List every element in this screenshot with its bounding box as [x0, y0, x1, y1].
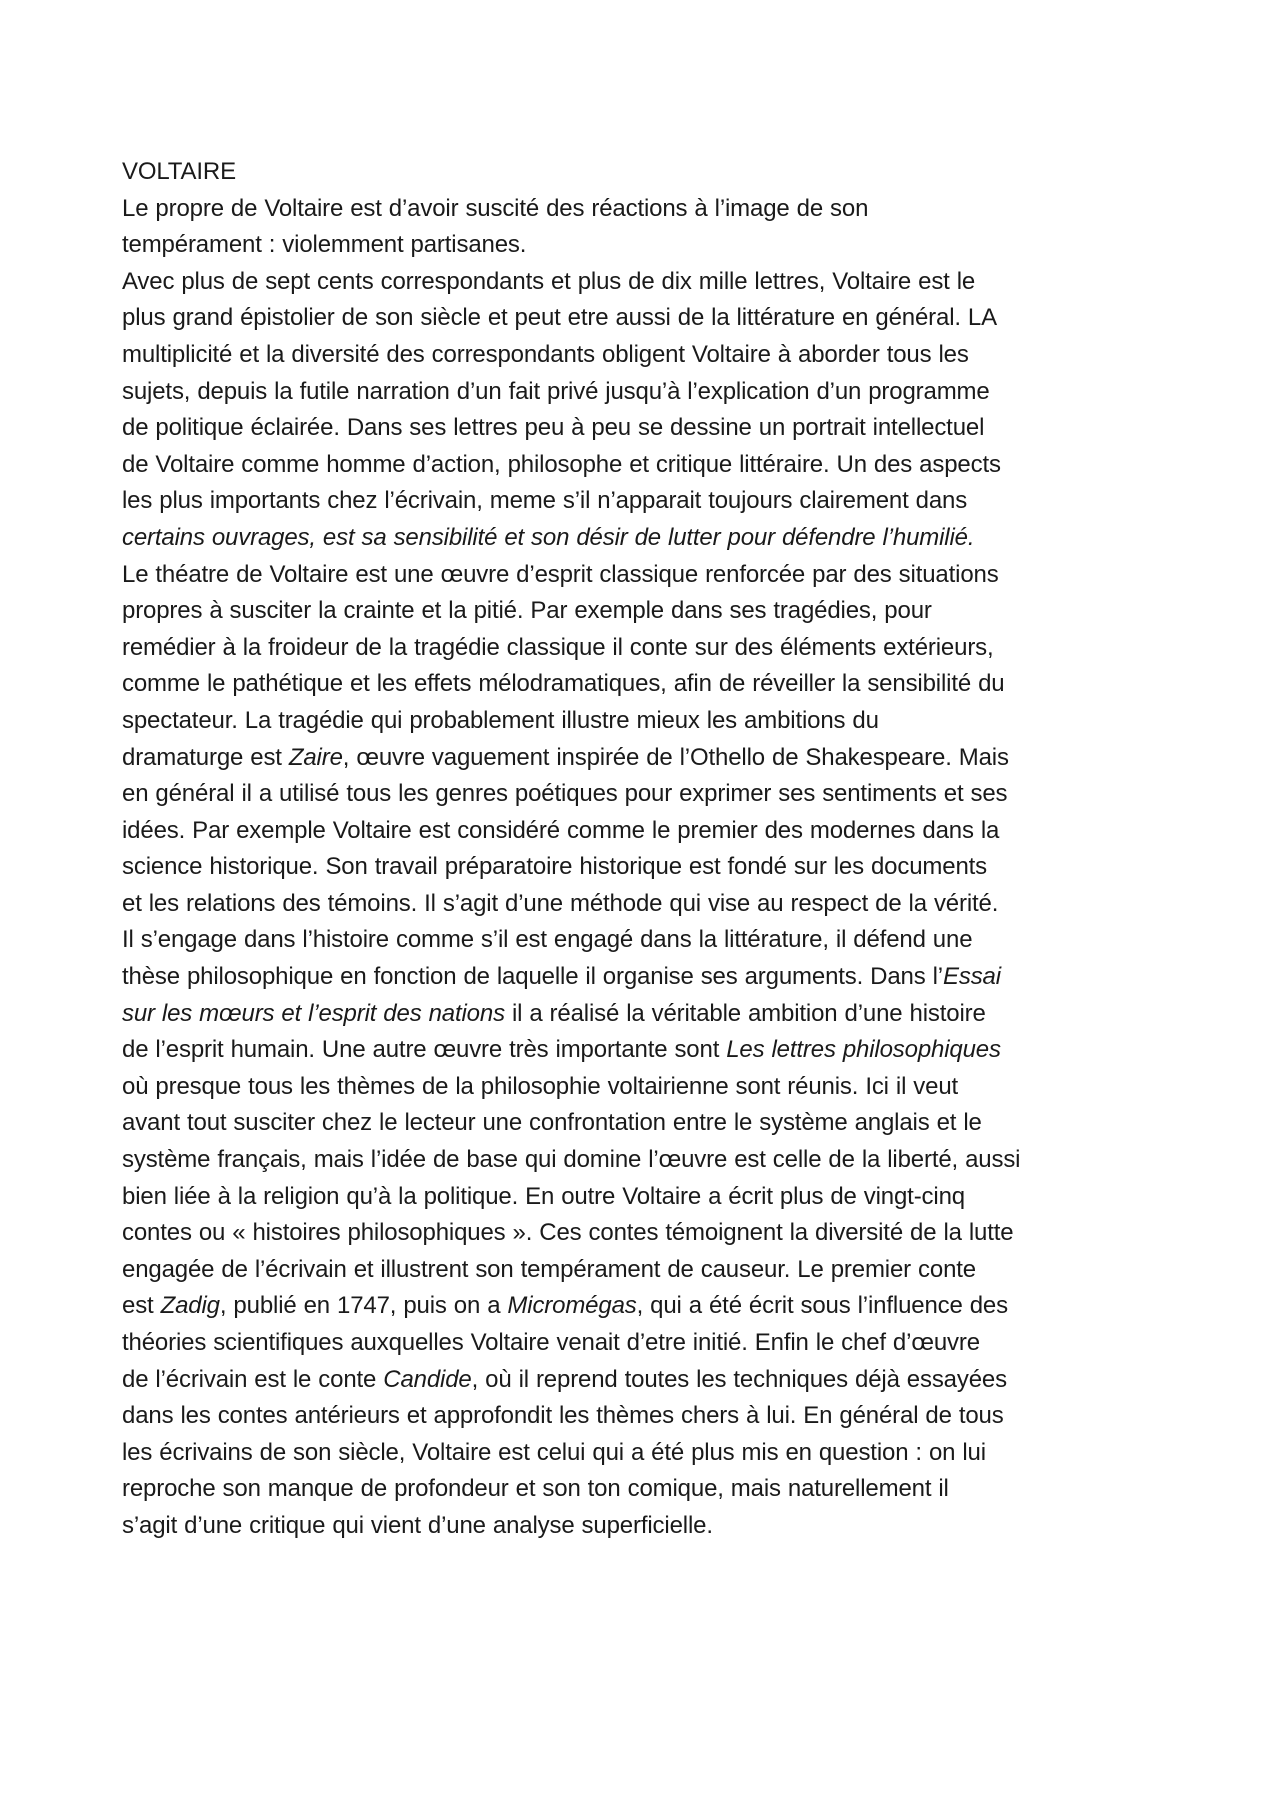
- text-line: Le propre de Voltaire est d’avoir suscité des réactions à l’image de son: [122, 194, 869, 222]
- text-line: idées. Par exemple Voltaire est considéré comme le premier des modernes dans la: [122, 816, 1000, 844]
- text-line: spectateur. La tragédie qui probablement illustre mieux les ambitions du: [122, 706, 879, 734]
- text-line: tempérament : violemment partisanes.: [122, 231, 527, 259]
- text-line: système français, mais l’idée de base qui domine l’œuvre est celle de la liberté, aussi: [122, 1146, 1021, 1174]
- text-line: thèse philosophique en fonction de laquelle il organise ses arguments. Dans l’Essai: [122, 963, 1001, 991]
- text-line: plus grand épistolier de son siècle et peut etre aussi de la littérature en général. LA: [122, 304, 997, 332]
- text-line: de l’esprit humain. Une autre œuvre très importante sont Les lettres philosophiques: [122, 1036, 1001, 1064]
- text-line: contes ou « histoires philosophiques ». Ces contes témoignent la diversité de la lutte: [122, 1219, 1014, 1247]
- text-line: multiplicité et la diversité des correspondants obligent Voltaire à aborder tous les: [122, 340, 969, 368]
- text-line: dramaturge est Zaire, œuvre vaguement inspirée de l’Othello de Shakespeare. Mais: [122, 743, 1009, 771]
- text-line: de l’écrivain est le conte Candide, où il reprend toutes les techniques déjà essayées: [122, 1365, 1007, 1393]
- text-line-italic: certains ouvrages, est sa sensibilité et son désir de lutter pour défendre l’humilié.: [122, 523, 975, 551]
- text-line: dans les contes antérieurs et approfondit les thèmes chers à lui. En général de tous: [122, 1402, 1004, 1430]
- text-line: propres à susciter la crainte et la pitié. Par exemple dans ses tragédies, pour: [122, 597, 932, 625]
- text-line: où presque tous les thèmes de la philosophie voltairienne sont réunis. Ici il veut: [122, 1072, 959, 1100]
- text-line: Il s’engage dans l’histoire comme s’il est engagé dans la littérature, il défend une: [122, 926, 973, 954]
- text-line: en général il a utilisé tous les genres poétiques pour exprimer ses sentiments et ses: [122, 780, 1008, 808]
- text-line: de Voltaire comme homme d’action, philosophe et critique littéraire. Un des aspects: [122, 450, 1001, 478]
- text-line: comme le pathétique et les effets mélodramatiques, afin de réveiller la sensibilité du: [122, 670, 1005, 698]
- work-title-zadig: Zadig: [160, 1292, 220, 1320]
- text-line: de politique éclairée. Dans ses lettres peu à peu se dessine un portrait intellectuel: [122, 414, 985, 442]
- work-title-essai: Essai: [943, 963, 1001, 991]
- text-line: est Zadig, publié en 1747, puis on a Micromégas, qui a été écrit sous l’influence des: [122, 1292, 1008, 1320]
- text-line: s’agit d’une critique qui vient d’une analyse superficielle.: [122, 1511, 713, 1539]
- text-line: science historique. Son travail préparatoire historique est fondé sur les documents: [122, 853, 988, 881]
- text-line: avant tout susciter chez le lecteur une confrontation entre le système anglais et le: [122, 1109, 982, 1137]
- work-title-micromegas: Micromégas: [507, 1292, 637, 1320]
- document-body: [122, 154, 1172, 1545]
- work-title-zaire: Zaire: [288, 743, 343, 771]
- text-line: engagée de l’écrivain et illustrent son tempérament de causeur. Le premier conte: [122, 1255, 976, 1283]
- text-line: Avec plus de sept cents correspondants et plus de dix mille lettres, Voltaire est le: [122, 267, 976, 295]
- text-line: sur les mœurs et l’esprit des nations il a réalisé la véritable ambition d’une histoire: [122, 999, 986, 1027]
- text-line: bien liée à la religion qu’à la politique. En outre Voltaire a écrit plus de vingt-cinq: [122, 1182, 965, 1210]
- text-line: les plus importants chez l’écrivain, meme s’il n’apparait toujours clairement dans: [122, 487, 968, 515]
- text-line: Le théatre de Voltaire est une œuvre d’esprit classique renforcée par des situations: [122, 560, 999, 588]
- text-line: reproche son manque de profondeur et son ton comique, mais naturellement il: [122, 1475, 949, 1503]
- text-line: théories scientifiques auxquelles Voltaire venait d’etre initié. Enfin le chef d’œuvre: [122, 1329, 980, 1356]
- work-title-essai-cont: sur les mœurs et l’esprit des nations: [122, 999, 505, 1027]
- text-line: remédier à la froideur de la tragédie classique il conte sur des éléments extérieurs,: [122, 633, 994, 661]
- text-line: les écrivains de son siècle, Voltaire est celui qui a été plus mis en question : on lui: [122, 1438, 986, 1466]
- work-title-lettres: Les lettres philosophiques: [726, 1036, 1001, 1064]
- work-title-candide: Candide: [383, 1365, 472, 1393]
- text-line: et les relations des témoins. Il s’agit d’une méthode qui vise au respect de la vérité.: [122, 889, 999, 917]
- text-line: sujets, depuis la futile narration d’un fait privé jusqu’à l’explication d’un programme: [122, 377, 990, 405]
- document-title: VOLTAIRE: [122, 158, 236, 185]
